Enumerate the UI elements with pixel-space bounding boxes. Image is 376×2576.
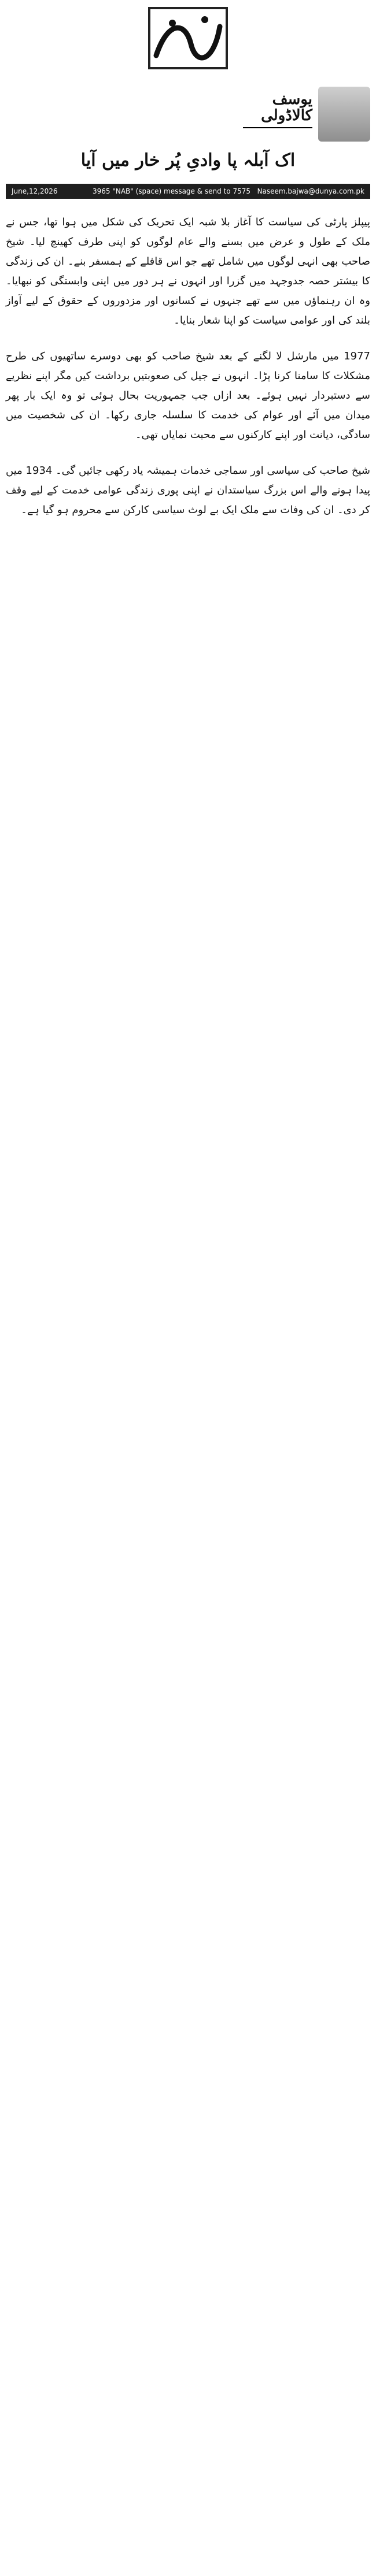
author-block xyxy=(226,87,370,144)
author-email[interactable]: Naseem.bajwa@dunya.com.pk xyxy=(257,187,364,195)
article-body xyxy=(6,213,370,2564)
article-date: June,12,2026 xyxy=(12,187,58,195)
sms-info: 3965 "NAB" (space) message & send to 7575 xyxy=(93,187,250,195)
info-bar xyxy=(6,184,370,199)
dunya-logo xyxy=(145,3,231,73)
paragraph: پیپلز پارٹی کی سیاست کا آغاز بلا شبہ ایک تحریک کی شکل میں ہوا تھا، جس نے ملک کے طول و عرض میں بسنے والے عام لوگوں کو اپنی طرف کھینچ لیا۔ شیخ صاحب بھی انہی لوگوں میں شامل تھے جو اس قافلے کے ہمسفر بنے۔ ان کی زندگی کا بیشتر حصہ جدوجہد میں گزرا اور انہوں نے ہر دور میں اپنی وابستگی کو نبھایا۔ وہ ان رہنماؤں میں سے تھے جنہوں نے کسانوں اور مزدوروں کے حقوق کے لیے آواز بلند کی اور عوامی سیاست کو اپنا شعار بنایا۔ xyxy=(6,216,370,326)
masthead xyxy=(0,0,376,124)
author-underline xyxy=(243,127,312,128)
article-title: اک آبلہ پا وادیِ پُر خار میں آیا xyxy=(80,150,296,170)
paragraph: شیخ صاحب کی سیاسی اور سماجی خدمات ہمیشہ یاد رکھی جائیں گی۔ 1934 میں پیدا ہونے والے اس بزرگ سیاستدان نے اپنی پوری زندگی عوامی خدمت کے لیے وقف کر دی۔ ان کی وفات سے ملک ایک بے لوث سیاسی کارکن سے محروم ہو گیا ہے۔ xyxy=(6,465,370,516)
author-name: یوسف کالاڈولی xyxy=(261,91,312,124)
paragraph: 1977 میں مارشل لا لگنے کے بعد شیخ صاحب کو بھی دوسرے ساتھیوں کی طرح مشکلات کا سامنا کرنا پڑا۔ انہوں نے جیل کی صعوبتیں برداشت کیں مگر اپنے نظریے سے دستبردار نہیں ہوئے۔ بعد ازاں جب جمہوریت بحال ہوئی تو وہ ایک بار پھر میدان میں آئے اور عوام کی خدمت کا سلسلہ جاری رکھا۔ ان کی شخصیت میں سادگی، دیانت اور اپنے کارکنوں سے محبت نمایاں تھی۔ xyxy=(6,350,370,441)
author-photo xyxy=(318,87,370,142)
